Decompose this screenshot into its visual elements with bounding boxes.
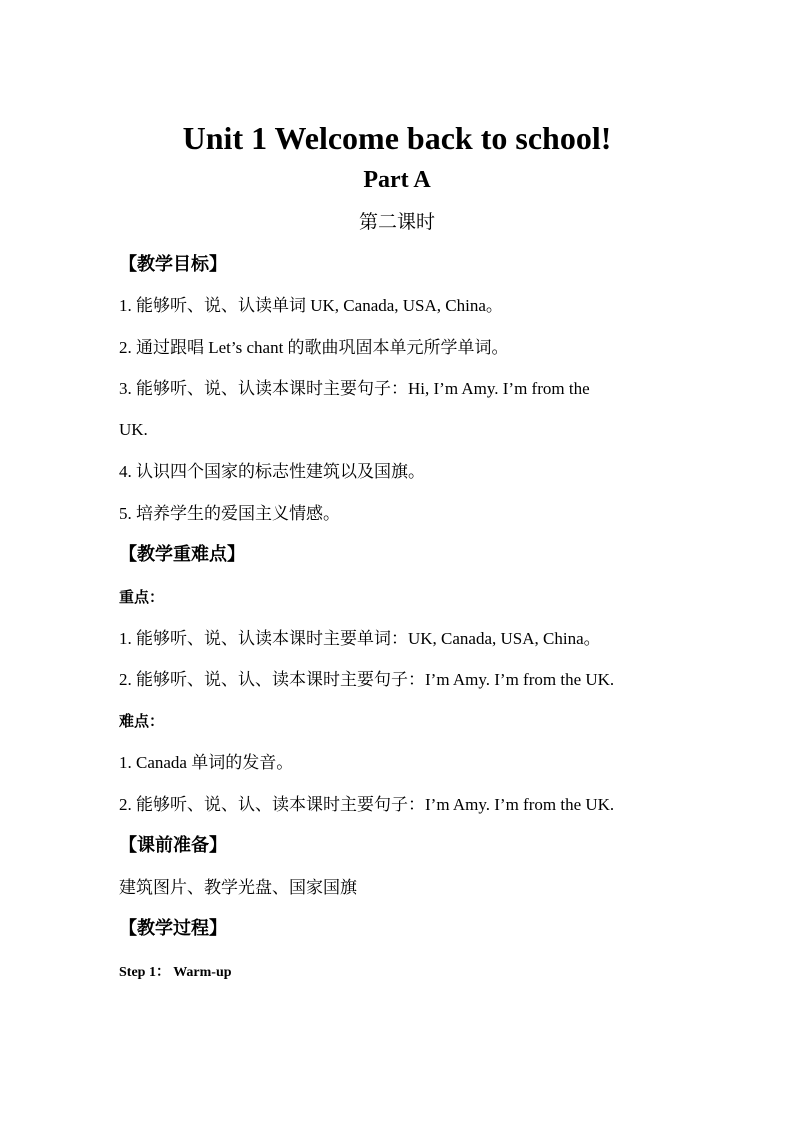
document-subtitle: Part A — [363, 167, 431, 193]
objective-item: 3. 能够听、说、认读本课时主要句子：Hi, I’m Amy. I’m from the — [119, 379, 590, 398]
difficulty-item: 2. 能够听、说、认、读本课时主要句子：I’m Amy. I’m from the UK. — [119, 795, 615, 814]
key-points-heading: 【教学重难点】 — [119, 544, 245, 565]
objective-item: 2. 通过跟唱 Let’s chant 的歌曲巩固本单元所学单词。 — [119, 338, 509, 357]
preparation-text: 建筑图片、教学光盘、国家国旗 — [119, 878, 357, 898]
focus-item: 2. 能够听、说、认、读本课时主要句子：I’m Amy. I’m from the UK. — [119, 670, 615, 689]
focus-label: 重点： — [119, 588, 165, 606]
step-1-label: Step 1： Warm-up — [119, 965, 232, 980]
objective-item: 5. 培养学生的爱国主义情感。 — [119, 504, 340, 523]
difficulty-item: 1. Canada 单词的发音。 — [119, 753, 294, 772]
process-heading: 【教学过程】 — [119, 918, 227, 939]
objective-item: 1. 能够听、说、认读单词 UK, Canada, USA, China。 — [119, 296, 503, 315]
lesson-label: 第二课时 — [358, 211, 435, 233]
focus-item: 1. 能够听、说、认读本课时主要单词：UK, Canada, USA, China。 — [119, 629, 601, 648]
difficulty-label: 难点： — [119, 712, 165, 730]
objective-item-continued: UK. — [119, 420, 148, 439]
objective-item: 4. 认识四个国家的标志性建筑以及国旗。 — [119, 462, 425, 481]
objectives-heading: 【教学目标】 — [119, 254, 227, 275]
preparation-heading: 【课前准备】 — [119, 835, 227, 856]
document-title: Unit 1 Welcome back to school! — [182, 120, 612, 156]
